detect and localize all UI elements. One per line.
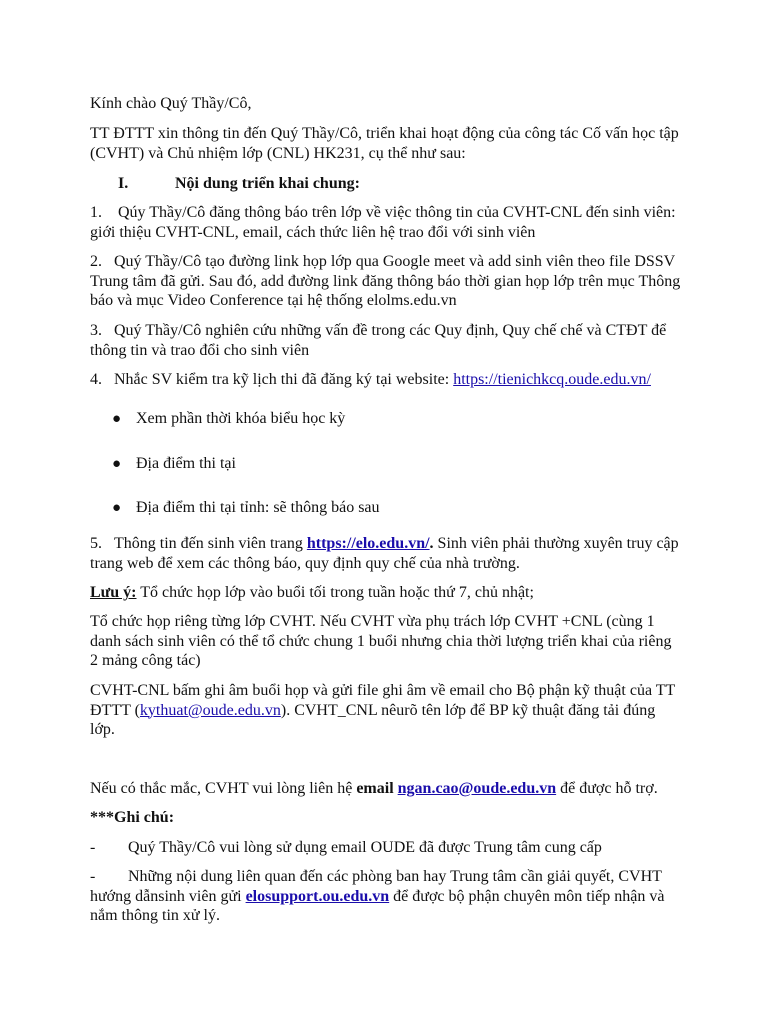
tienich-link[interactable]: https://tienichkcq.oude.edu.vn/ bbox=[453, 371, 651, 388]
list-item-5-rest: Sinh viên phải thường xuyên truy cập trang web để xem các thông báo, quy định quy chế của nhà trường. bbox=[90, 535, 679, 572]
note-paragraph-2: Tổ chức họp riêng từng lớp CVHT. Nếu CVHT vừa phụ trách lớp CVHT +CNL (cùng 1 danh sách sinh viên có thể tổ chức chung 1 buổi nhưng chia thời lượng triển khai của riêng 2 mảng công tác) bbox=[90, 613, 672, 669]
note-paragraph-3 bbox=[90, 681, 682, 740]
ghichu-item-1 bbox=[90, 838, 682, 858]
bullet-text: Xem phần thời khóa biểu học kỳ bbox=[136, 410, 346, 427]
note-label: Lưu ý: bbox=[90, 584, 137, 601]
intro-paragraph: TT ĐTTT xin thông tin đến Quý Thầy/Cô, triển khai hoạt động của công tác Cố vấn học tập (CVHT) và Chủ nhiệm lớp (CNL) HK231, cụ thể như sau: bbox=[90, 125, 679, 162]
list-item-1: 1. Qúy Thầy/Cô đăng thông báo trên lớp về việc thông tin của CVHT-CNL đến sinh viên: giới thiệu CVHT-CNL, email, cách thức liên hệ trao đổi với sinh viên bbox=[90, 204, 676, 241]
section-heading bbox=[118, 174, 360, 194]
bullet-icon: ● bbox=[112, 456, 122, 472]
note-3-text: CVHT-CNL bấm ghi âm buổi họp và gửi file ghi âm về email cho Bộ phận kỹ thuật của TT ĐTTT ( bbox=[90, 682, 676, 719]
elosupport-link[interactable]: elosupport.ou.edu.vn bbox=[245, 887, 390, 905]
list-item-3: 3. Quý Thầy/Cô nghiên cứu những vấn đề trong các Quy định, Quy chế chế và CTĐT để thông tin và trao đổi cho sinh viên bbox=[90, 322, 667, 359]
section-number: I. bbox=[118, 175, 129, 192]
bullet-icon: ● bbox=[112, 500, 122, 516]
contact-rest: để được hỗ trợ. bbox=[556, 780, 658, 797]
contact-email-label: email bbox=[356, 780, 394, 797]
greeting: Kính chào Quý Thầy/Cô, bbox=[90, 95, 252, 112]
contact-text: Nếu có thắc mắc, CVHT vui lòng liên hệ bbox=[90, 780, 357, 797]
contact-email-link[interactable]: ngan.cao@oude.edu.vn bbox=[397, 780, 557, 797]
list-item-5-text: 5. Thông tin đến sinh viên trang bbox=[90, 535, 307, 552]
section-title: Nội dung triển khai chung: bbox=[175, 175, 360, 192]
list-item-4-text: 4. Nhắc SV kiểm tra kỹ lịch thi đã đăng ký tại website: bbox=[90, 371, 454, 388]
ghichu-item-2-text: Những nội dung liên quan đến các phòng ban hay Trung tâm cần giải quyết, CVHT hướng dẫnsinh viên gửi bbox=[90, 868, 662, 905]
bullet-item-3 bbox=[112, 498, 380, 519]
dash-marker: - bbox=[90, 868, 96, 885]
bullet-item-1 bbox=[112, 409, 345, 430]
list-item-5 bbox=[90, 534, 682, 573]
bullet-icon: ● bbox=[112, 411, 122, 427]
bullet-text: Địa điểm thi tại tỉnh: sẽ thông báo sau bbox=[136, 499, 380, 516]
elo-link[interactable]: https://elo.edu.vn/ bbox=[306, 535, 430, 552]
contact-paragraph bbox=[90, 779, 682, 799]
list-item-2: 2. Quý Thầy/Cô tạo đường link họp lớp qua Google meet và add sinh viên theo file DSSV Trung tâm đã gửi. Sau đó, add đường link đăng thông báo thời gian họp lớp trên mục Thông báo và mục Video Conference tại hệ thống elolms.edu.vn bbox=[90, 253, 681, 309]
note-paragraph bbox=[90, 583, 682, 603]
dash-marker: - bbox=[90, 839, 96, 856]
bullet-text: Địa điểm thi tại bbox=[136, 455, 236, 472]
bullet-item-2 bbox=[112, 454, 236, 475]
ghichu-item-1-text: Quý Thầy/Cô vui lòng sử dụng email OUDE đã được Trung tâm cung cấp bbox=[128, 839, 602, 856]
note-text: Tổ chức họp lớp vào buổi tối trong tuần hoặc thứ 7, chủ nhật; bbox=[136, 584, 534, 601]
list-item-4 bbox=[90, 370, 682, 390]
ghichu-label: ***Ghi chú: bbox=[90, 809, 175, 826]
elo-link-suffix: . bbox=[429, 535, 434, 552]
kythuat-email-link[interactable]: kythuat@oude.edu.vn bbox=[139, 701, 281, 719]
ghichu-item-2 bbox=[90, 867, 682, 926]
note-3-rest: ). CVHT_CNL nêurõ tên lớp để BP kỹ thuật đăng tải đúng lớp. bbox=[90, 701, 656, 738]
ghichu-item-2-rest: để được bộ phận chuyên môn tiếp nhận và nắm thông tin xử lý. bbox=[90, 887, 665, 924]
